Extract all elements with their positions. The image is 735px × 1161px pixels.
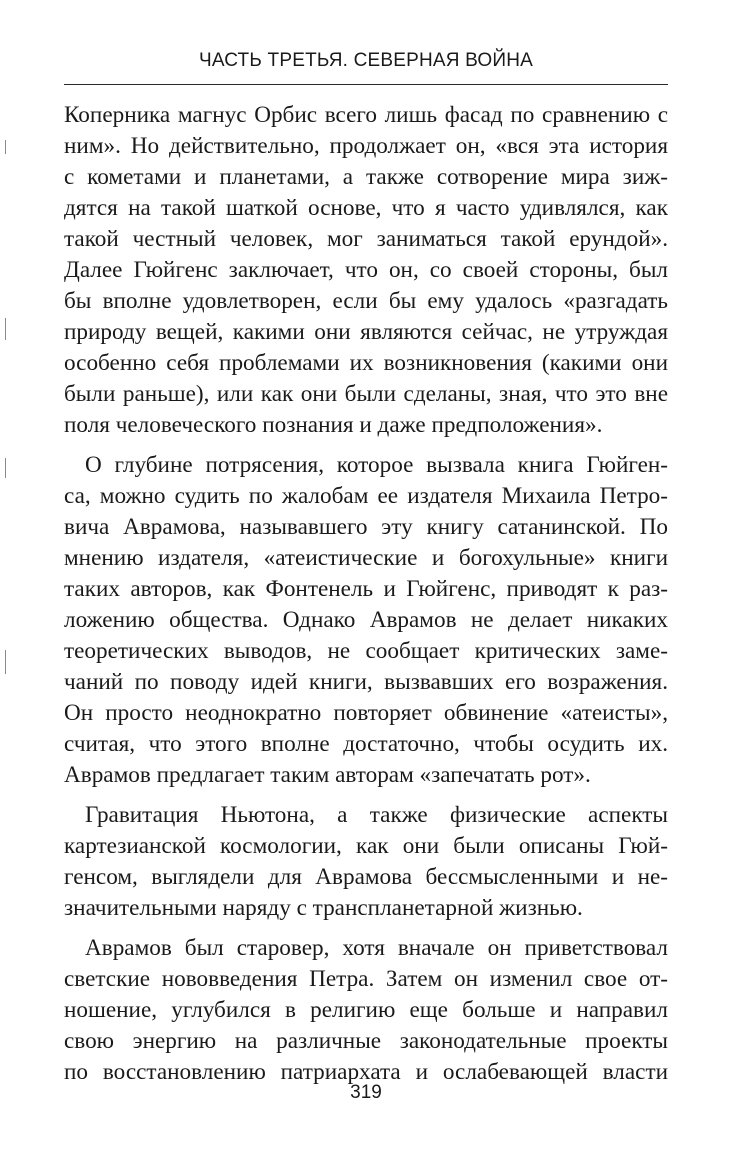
text-line: такой честный человек, мог заниматься такой ерундой».	[64, 226, 668, 252]
paragraph-2	[64, 450, 668, 791]
paragraph-3	[64, 800, 668, 924]
text-line: О глубине потрясения, которое вызвала книга Гюйген-	[85, 452, 668, 478]
text-line: Он просто неоднократно повторяет обвинение «атеисты»,	[64, 700, 668, 726]
text-line: вича Аврамова, называвшего эту книгу сатанинской. По	[64, 514, 668, 540]
text-line: теоретических выводов, не сообщает критических заме-	[64, 638, 668, 664]
scan-margin-mark	[5, 140, 6, 154]
text-line: Аврамов предлагает таким авторам «запечатать рот».	[64, 762, 591, 788]
text-line: мнению издателя, «атеистические и богохульные» книги	[64, 545, 668, 571]
text-line: Коперника магнус Орбис всего лишь фасад по сравнению с	[64, 102, 668, 128]
text-line: ложению общества. Однако Аврамов не делает никаких	[64, 607, 668, 633]
text-line: по восстановлению патриархата и ослабевающей власти	[64, 1059, 668, 1085]
scan-margin-mark	[5, 458, 6, 478]
text-line: значительными наряду с транспланетарной жизнью.	[64, 895, 583, 921]
text-line: са, можно судить по жалобам ее издателя Михаила Петро-	[64, 483, 668, 509]
scan-margin-mark	[5, 318, 6, 340]
text-line: бы вполне удовлетворен, если бы ему удалось «разгадать	[64, 288, 668, 314]
text-line: генсом, выглядели для Аврамова бессмысленными и не-	[64, 864, 668, 890]
text-line: считая, что этого вполне достаточно, чтобы осудить их.	[64, 731, 668, 757]
text-line: светские нововведения Петра. Затем он изменил свое от-	[64, 966, 668, 992]
text-line: дятся на такой шаткой основе, что я часто удивлялся, как	[64, 195, 668, 221]
page-number: 319	[350, 1082, 382, 1103]
text-line: Аврамов был старовер, хотя вначале он приветствовал	[85, 935, 668, 961]
text-line: особенно себя проблемами их возникновения (какими они	[64, 350, 668, 376]
scan-margin-mark	[5, 650, 6, 674]
text-line: Далее Гюйгенс заключает, что он, со своей стороны, был	[64, 257, 668, 283]
text-line: таких авторов, как Фонтенель и Гюйгенс, приводят к раз-	[64, 576, 668, 602]
body-text	[64, 100, 668, 1088]
paragraph-1	[64, 100, 668, 441]
text-line: чаний по поводу идей книги, вызвавших его возражения.	[64, 669, 668, 695]
text-line: Гравитация Ньютона, а также физические аспекты	[85, 802, 668, 828]
running-title: ЧАСТЬ ТРЕТЬЯ. СЕВЕРНАЯ ВОЙНА	[198, 50, 534, 71]
text-line: природу вещей, какими они являются сейчас, не утруждая	[64, 319, 668, 345]
text-line: картезианской космологии, как они были описаны Гюй-	[64, 833, 668, 859]
text-line: свою энергию на различные законодательные проекты	[64, 1028, 668, 1054]
paragraph-4	[64, 933, 668, 1088]
header-rule	[64, 84, 668, 85]
text-line: поля человеческого познания и даже предположения».	[64, 412, 603, 438]
text-line: с кометами и планетами, а также сотворение мира зиж-	[64, 164, 668, 190]
text-line: были раньше), или как они были сделаны, зная, что это вне	[64, 381, 668, 407]
text-line: ним». Но действительно, продолжает он, «вся эта история	[64, 133, 668, 159]
text-line: ношение, углубился в религию еще больше и направил	[64, 997, 668, 1023]
